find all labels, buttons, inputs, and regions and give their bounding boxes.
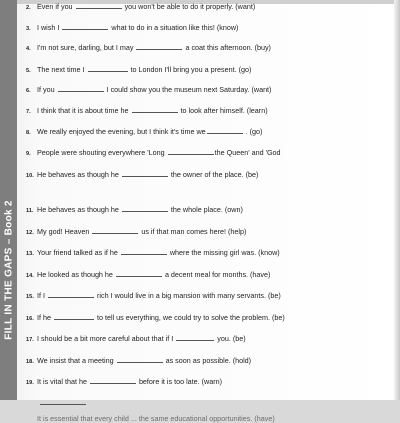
answer-blank[interactable] [62, 23, 108, 30]
exercise-number: 18. [26, 359, 34, 365]
exercise-text: He behaves as though he [37, 170, 119, 179]
exercise-number: 2. [26, 5, 31, 11]
answer-blank[interactable] [136, 43, 182, 50]
exercise-number: 6. [26, 88, 31, 94]
book-side-tab [0, 0, 17, 400]
exercise-number: 11. [26, 208, 34, 214]
exercise-number: 7. [26, 109, 31, 115]
exercise-item [26, 270, 356, 281]
exercise-number: 16. [26, 316, 34, 322]
exercise-text: I wish I [37, 23, 60, 32]
exercise-text: where the missing girl was. (know) [169, 248, 280, 257]
answer-blank[interactable] [88, 65, 128, 72]
exercise-text: If I [37, 291, 45, 300]
exercise-number: 10. [26, 173, 34, 179]
exercise-item [26, 334, 356, 345]
exercise-text: before it is too late. (warn) [138, 377, 223, 386]
exercise-number: 17. [26, 337, 34, 343]
exercise-item [26, 43, 356, 54]
answer-blank[interactable] [54, 313, 94, 320]
exercise-item [26, 398, 356, 407]
exercise-item [26, 106, 356, 117]
exercise-text: the Queen' and 'God [214, 148, 281, 157]
answer-blank[interactable] [76, 2, 122, 9]
exercise-number: 15. [26, 294, 34, 300]
exercise-text: I could show you the museum next Saturday. (want) [106, 85, 272, 94]
answer-blank[interactable] [90, 377, 136, 384]
exercise-item [26, 377, 356, 388]
exercise-item [26, 248, 356, 259]
exercise-item [26, 65, 356, 76]
exercise-text: what to do in a situation like this! (know) [111, 23, 239, 32]
answer-blank[interactable] [48, 291, 94, 298]
exercise-text: . (go) [245, 127, 263, 136]
exercise-text: rich I would live in a big mansion with many servants. (be) [97, 291, 281, 300]
exercise-text: We really enjoyed the evening, but I think it's time we [37, 127, 206, 136]
exercise-text: us if that man comes here! (help) [141, 227, 247, 236]
exercise-number: 4. [26, 46, 31, 52]
exercise-text: People were shouting everywhere 'Long [37, 148, 165, 157]
exercise-text: a coat this afternoon. (buy) [185, 43, 271, 52]
exercise-text: The next time I [37, 65, 85, 74]
exercise-text: If he [37, 313, 51, 322]
cutoff-exercise-line: It is essential that every child ... the same educational opportunities. (have) [37, 414, 275, 423]
answer-blank[interactable] [40, 398, 86, 405]
answer-blank[interactable] [116, 270, 162, 277]
exercise-item [26, 291, 356, 302]
answer-blank[interactable] [132, 106, 178, 113]
exercise-text: I'm not sure, darling, but I may [37, 43, 134, 52]
exercise-number: 8. [26, 130, 31, 136]
exercise-number: 3. [26, 26, 31, 32]
exercise-item [26, 23, 356, 34]
exercise-item [26, 313, 356, 324]
exercise-text: He looked as though he [37, 270, 113, 279]
exercise-text: I should be a bit more careful about that if I [37, 334, 174, 343]
exercise-text: We insist that a meeting [37, 356, 114, 365]
exercise-text: the whole place. (own) [170, 205, 243, 214]
exercise-item [26, 148, 356, 159]
exercise-text: the owner of the place. (be) [170, 170, 259, 179]
scan-right-edge [394, 0, 400, 400]
exercise-text: My god! Heaven [37, 227, 90, 236]
exercise-item [26, 205, 356, 216]
exercise-text: as soon as possible. (hold) [165, 356, 252, 365]
exercise-item [26, 2, 356, 13]
exercise-text: Your friend talked as if he [37, 248, 118, 257]
exercise-item [26, 85, 356, 96]
exercise-number: 9. [26, 151, 31, 157]
exercise-text: If you [37, 85, 55, 94]
answer-blank[interactable] [58, 85, 104, 92]
exercise-item [26, 356, 356, 367]
answer-blank[interactable] [168, 148, 214, 155]
exercise-text: He behaves as though he [37, 205, 119, 214]
exercise-text: to look after himself. (learn) [180, 106, 268, 115]
exercise-item [26, 170, 356, 181]
exercise-text: Even if you [37, 2, 73, 11]
exercise-text: It is vital that he [37, 377, 87, 386]
exercise-text: I think that it is about time he [37, 106, 129, 115]
answer-blank[interactable] [207, 127, 243, 134]
exercise-item [26, 227, 356, 238]
exercise-text: a decent meal for months. (have) [164, 270, 271, 279]
exercise-number: 19. [26, 380, 34, 386]
exercise-text: you. (be) [217, 334, 246, 343]
exercise-item [26, 127, 356, 138]
exercise-text: to tell us everything, we could try to solve the problem. (be) [97, 313, 285, 322]
exercise-number: 12. [26, 230, 34, 236]
answer-blank[interactable] [92, 227, 138, 234]
answer-blank[interactable] [117, 356, 163, 363]
answer-blank[interactable] [121, 248, 167, 255]
answer-blank[interactable] [122, 170, 168, 177]
exercise-text: you won't be able to do it properly. (want) [124, 2, 256, 11]
exercise-text: to London I'll bring you a present. (go) [130, 65, 252, 74]
book-side-tab-label: FILL IN THE GAPS – Book 2 [3, 200, 15, 340]
exercise-number: 13. [26, 251, 34, 257]
answer-blank[interactable] [176, 334, 214, 341]
exercise-number: 14. [26, 273, 34, 279]
exercise-number: 5. [26, 68, 31, 74]
answer-blank[interactable] [122, 205, 168, 212]
